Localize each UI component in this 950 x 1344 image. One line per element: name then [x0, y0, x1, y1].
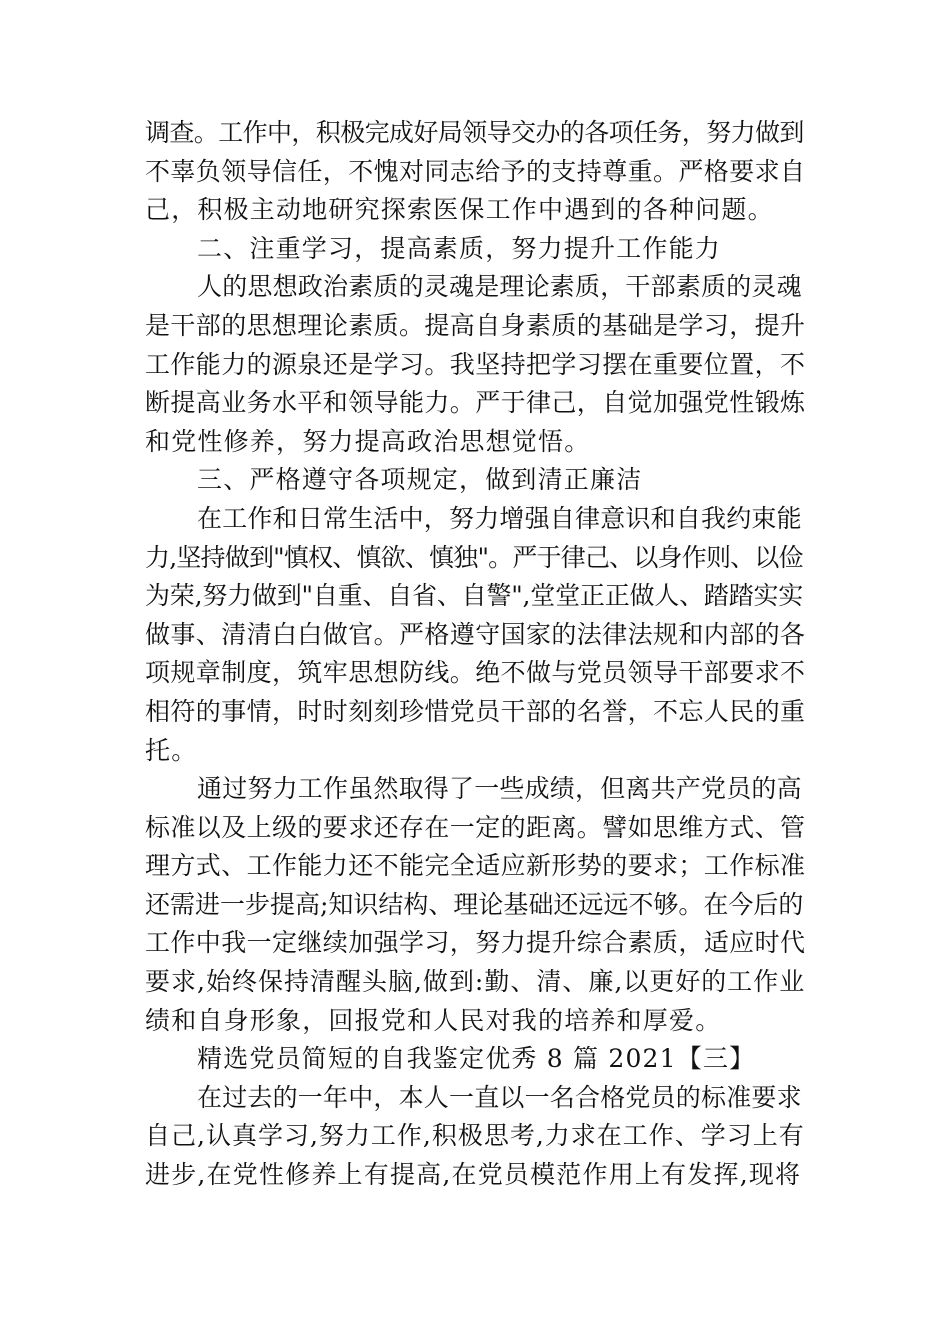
- text-line: 己，积极主动地研究探索医保工作中遇到的各种问题。: [145, 195, 774, 225]
- text-line: 项规章制度，筑牢思想防线。绝不做与党员领导干部要求不: [145, 658, 806, 688]
- text-line: 在工作和日常生活中，努力增强自律意识和自我约束能: [197, 503, 802, 533]
- text-line: 为荣,努力做到"自重、自省、自警",堂堂正正做人、踏踏实实: [145, 581, 804, 611]
- text-line: 二、注重学习，提高素质，努力提升工作能力: [197, 233, 722, 263]
- text-line: 绩和自身形象，回报党和人民对我的培养和厚爱。: [145, 1005, 722, 1035]
- text-line: 在过去的一年中，本人一直以一名合格党员的标准要求: [197, 1082, 802, 1112]
- text-line: 理方式、工作能力还不能完全适应新形势的要求；工作标准: [145, 851, 806, 881]
- text-line: 力,坚持做到"慎权、慎欲、慎独"。严于律己、以身作则、以俭: [145, 542, 803, 572]
- text-line: 要求,始终保持清醒头脑,做到:勤、清、廉,以更好的工作业: [145, 967, 806, 997]
- text-line: 是干部的思想理论素质。提高自身素质的基础是学习，提升: [145, 310, 806, 340]
- text-line: 人的思想政治素质的灵魂是理论素质，干部素质的灵魂: [197, 272, 802, 302]
- document-body: [145, 114, 805, 1195]
- text-line: 自己,认真学习,努力工作,积极思考,力求在工作、学习上有: [145, 1121, 805, 1151]
- text-line: 精选党员简短的自我鉴定优秀 8 篇 2021【三】: [197, 1044, 756, 1074]
- text-line: 工作中我一定继续加强学习，努力提升综合素质，适应时代: [145, 928, 806, 958]
- text-line: 通过努力工作虽然取得了一些成绩，但离共产党员的高: [197, 774, 802, 804]
- text-line: 还需进一步提高;知识结构、理论基础还远远不够。在今后的: [145, 889, 804, 919]
- text-line: 和党性修养，努力提高政治思想觉悟。: [145, 426, 591, 456]
- text-line: 相符的事情，时时刻刻珍惜党员干部的名誉，不忘人民的重: [145, 696, 806, 726]
- text-line: 三、严格遵守各项规定，做到清正廉洁: [197, 465, 643, 495]
- text-line: 进步,在党性修养上有提高,在党员模范作用上有发挥,现将: [145, 1160, 802, 1190]
- text-line: 断提高业务水平和领导能力。严于律己，自觉加强党性锻炼: [145, 388, 806, 418]
- text-line: 托。: [145, 735, 198, 765]
- text-line: 做事、清清白白做官。严格遵守国家的法律法规和内部的各: [145, 619, 806, 649]
- text-line: 标准以及上级的要求还存在一定的距离。譬如思维方式、管: [145, 812, 806, 842]
- text-line: 不辜负领导信任，不愧对同志给予的支持尊重。严格要求自: [145, 156, 806, 186]
- text-line: 工作能力的源泉还是学习。我坚持把学习摆在重要位置，不: [145, 349, 806, 379]
- text-line: 调查。工作中，积极完成好局领导交办的各项任务，努力做到: [145, 118, 804, 147]
